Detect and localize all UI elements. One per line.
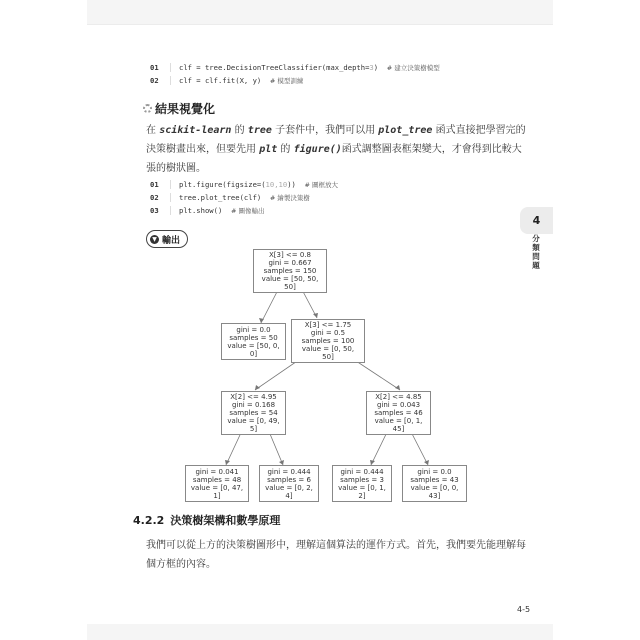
node-line: value = [0, 1, 2] xyxy=(338,484,386,500)
tree-node-leaf xyxy=(221,323,286,360)
node-line: samples = 48 xyxy=(192,476,242,484)
node-line: value = [0, 0, 43] xyxy=(410,484,459,500)
node-line: gini = 0.0 xyxy=(236,326,271,334)
code-comment: # 圖框放大 xyxy=(304,181,339,189)
node-line: samples = 100 xyxy=(301,337,355,345)
text: 在 xyxy=(146,125,160,136)
tree-node-split xyxy=(366,391,431,435)
tree-node-leaf xyxy=(402,465,467,502)
node-line: X[2] <= 4.85 xyxy=(375,393,422,401)
code-text: plt.show() xyxy=(179,206,223,215)
node-line: gini = 0.667 xyxy=(268,259,312,267)
code-comment: # 建立決策樹模型 xyxy=(386,64,440,72)
subheading-text: 結果視覺化 xyxy=(155,102,216,116)
node-line: X[3] <= 1.75 xyxy=(304,321,352,329)
code-term: scikit-learn xyxy=(159,125,232,136)
node-line: gini = 0.043 xyxy=(376,401,421,409)
code-text: tree.plot_tree(clf) xyxy=(179,193,262,202)
chapter-number: 4 xyxy=(532,214,541,227)
node-line: samples = 54 xyxy=(229,409,278,417)
tree-node-root xyxy=(253,249,327,293)
tree-node-leaf xyxy=(185,465,249,502)
code-term: plt xyxy=(259,144,278,155)
node-line: gini = 0.444 xyxy=(267,468,311,476)
node-line: samples = 43 xyxy=(410,476,459,484)
node-line: samples = 50 xyxy=(229,334,278,342)
code-number: 10,10 xyxy=(265,180,288,189)
tree-node-split xyxy=(291,319,365,363)
text: 函式調整圖表框架變大，才會得到比較大張的樹狀圖。 xyxy=(146,144,522,174)
node-line: gini = 0.5 xyxy=(310,329,346,337)
text: 的 xyxy=(277,144,294,155)
chapter-title: 分類問題 xyxy=(532,234,540,270)
code-text: )) xyxy=(287,180,296,189)
code-term: figure() xyxy=(293,144,342,155)
page-number: 4-5 xyxy=(517,605,531,614)
footer-band xyxy=(87,624,553,640)
code-comment: # 圖像輸出 xyxy=(230,207,265,215)
code-term: plot_tree xyxy=(378,125,433,136)
node-line: samples = 3 xyxy=(340,476,384,484)
line-number: 02 xyxy=(150,193,171,202)
node-line: value = [0, 50, 50] xyxy=(301,345,355,361)
code-text: plt.figure(figsize=( xyxy=(179,180,266,189)
paragraph-2 xyxy=(124,536,534,574)
node-line: value = [50, 50, 50] xyxy=(261,275,319,291)
node-line: samples = 6 xyxy=(267,476,311,484)
line-number: 02 xyxy=(150,76,171,85)
tree-node-split xyxy=(221,391,286,435)
text: 我們可以從上方的決策樹圖形中，理解這個算法的運作方式。首先，我們要先能理解每個方框的內容。 xyxy=(146,540,526,570)
node-line: samples = 150 xyxy=(263,267,317,275)
tree-node-leaf xyxy=(259,465,319,502)
section-title-text: 決策樹架構和數學原理 xyxy=(170,514,281,527)
code-text: clf = clf.fit(X, y) xyxy=(179,76,262,85)
node-line: gini = 0.168 xyxy=(231,401,276,409)
code-comment: # 繪製決策樹 xyxy=(269,194,310,202)
tree-node-leaf xyxy=(332,465,392,502)
code-text: clf = tree.DecisionTreeClassifier(max_depth= xyxy=(179,63,370,72)
output-label: 輸出 xyxy=(162,235,181,246)
code-comment: # 模型訓練 xyxy=(269,77,304,85)
node-line: samples = 46 xyxy=(374,409,423,417)
code-text: ) xyxy=(373,63,379,72)
node-line: value = [0, 49, 5] xyxy=(227,417,280,433)
node-line: value = [0, 2, 4] xyxy=(265,484,313,500)
node-line: value = [0, 47, 1] xyxy=(190,484,244,500)
node-line: gini = 0.0 xyxy=(417,468,452,476)
chevron-down-icon: ▼ xyxy=(150,235,159,244)
code-number: 3 xyxy=(369,63,374,72)
code-term: tree xyxy=(247,125,272,136)
node-line: X[2] <= 4.95 xyxy=(230,393,277,401)
text: 子套件中，我們可以用 xyxy=(271,125,379,136)
node-line: gini = 0.041 xyxy=(195,468,239,476)
line-number: 01 xyxy=(150,63,171,72)
node-line: value = [0, 1, 45] xyxy=(374,417,423,433)
section-title xyxy=(133,512,280,528)
text: 函式直接把學習完的決策樹畫出來，但要先用 xyxy=(146,125,526,155)
line-number: 01 xyxy=(150,180,171,189)
line-number: 03 xyxy=(150,206,171,215)
node-line: X[3] <= 0.8 xyxy=(268,251,312,259)
section-number: 4.2.2 xyxy=(133,514,165,527)
text: 的 xyxy=(231,125,248,136)
node-line: value = [50, 0, 0] xyxy=(227,342,280,358)
node-line: gini = 0.444 xyxy=(340,468,384,476)
